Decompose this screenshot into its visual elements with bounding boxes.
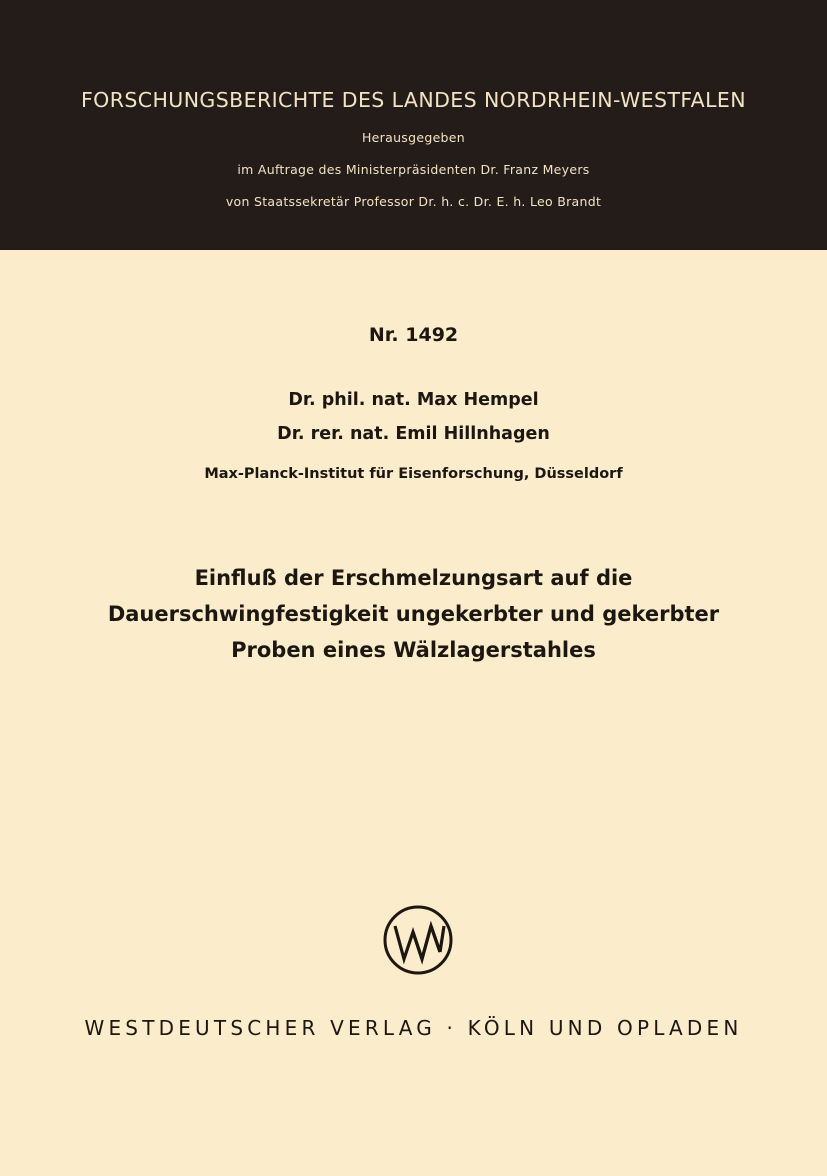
author-1: Dr. phil. nat. Max Hempel — [288, 390, 539, 410]
series-title: FORSCHUNGSBERICHTE DES LANDES NORDRHEIN-WESTFALEN — [80, 88, 747, 112]
title-line-1: Einfluß der Erschmelzungsart auf die — [194, 566, 633, 590]
report-number: Nr. 1492 — [368, 324, 459, 346]
editor-line-2: im Auftrage des Ministerpräsidenten Dr. Franz Meyers — [237, 162, 590, 177]
editor-line-1: Herausgegeben — [361, 130, 466, 145]
header-band — [0, 0, 827, 250]
title-line-3: Proben eines Wälzlagerstahles — [231, 638, 596, 662]
publisher-line: WESTDEUTSCHER VERLAG · KÖLN UND OPLADEN — [84, 1016, 743, 1040]
institute: Max-Planck-Institut für Eisenforschung, Düsseldorf — [204, 466, 623, 482]
title-line-2: Dauerschwingfestigkeit ungekerbter und gekerbter — [107, 602, 720, 626]
editor-line-3: von Staatssekretär Professor Dr. h. c. Dr. E. h. Leo Brandt — [225, 194, 602, 209]
author-2: Dr. rer. nat. Emil Hillnhagen — [277, 424, 550, 444]
wv-publisher-logo-icon — [382, 904, 454, 976]
